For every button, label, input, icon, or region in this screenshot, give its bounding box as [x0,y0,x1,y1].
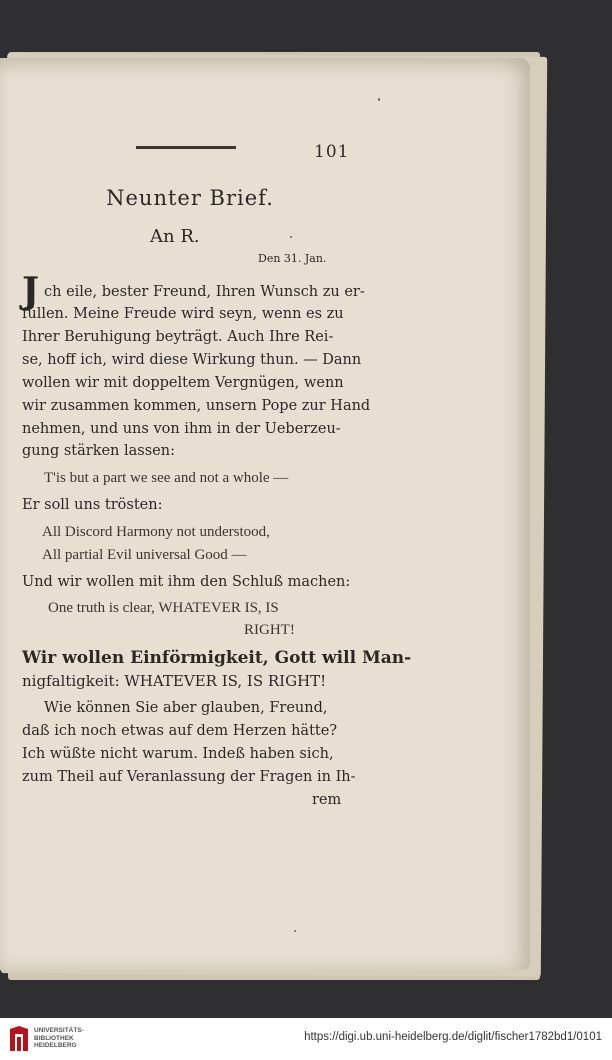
text-line: Wir wollen Einförmigkeit, Gott will Man- [22,648,412,668]
text-line: ch eile, bester Freund, Ihren Wunsch zu er- [44,284,365,300]
logo-line: HEIDELBERG [34,1042,77,1049]
header-rule [136,146,236,149]
letter-addressee: An R. [150,226,200,247]
logo-line: UNIVERSITÄTS- [34,1027,84,1034]
library-logo-text [34,1027,84,1050]
viewer-footer [0,1018,612,1060]
text-line: zum Theil auf Veranlassung der Fragen in Ih- [22,769,356,785]
page-number: 101 [314,142,350,162]
text-line: Er soll uns trösten: [22,497,163,513]
quote-line: All Discord Harmony not understood, [42,524,270,540]
catchword: rem [312,792,342,808]
paper-speck [294,930,296,932]
paper-speck [290,236,292,238]
permalink-url[interactable]: https://digi.ub.uni-heidelberg.de/diglit/fischer1782bd1/0101 [304,1031,602,1043]
text-line: nehmen, und uns von ihm in der Ueberzeu- [22,421,341,437]
text-line: Ihrer Beruhigung beyträgt. Auch Ihre Rei- [22,329,334,345]
text-line: Wie können Sie aber glauben, Freund, [44,700,328,716]
text-line: gung stärken lassen: [22,443,175,459]
text-line: daß ich noch etwas auf dem Herzen hätte? [22,723,338,739]
quote-line: All partial Evil universal Good — [42,547,247,563]
text-line: nigfaltigkeit: WHATEVER IS, IS RIGHT! [22,672,327,690]
letter-title: Neunter Brief. [106,186,274,210]
logo-line: BIBLIOTHEK [34,1034,74,1042]
text-line: se, hoff ich, wird diese Wirkung thun. — Dann [22,352,362,368]
text-line: wollen wir mit doppeltem Vergnügen, wenn [22,375,344,391]
text-line: Und wir wollen mit ihm den Schluß machen: [22,574,351,590]
text-line: Ich wüßte nicht warum. Indeß haben sich, [22,746,334,762]
paper-speck [378,98,380,101]
text-line: wir zusammen kommen, unsern Pope zur Hand [22,398,371,414]
quote-line: RIGHT! [244,622,295,638]
text-line: füllen. Meine Freude wird seyn, wenn es zu [22,306,344,322]
library-logo-icon [8,1025,30,1053]
quote-line: T'is but a part we see and not a whole — [44,470,289,486]
letter-date: Den 31. Jan. [258,252,327,265]
dropcap: J [22,270,40,312]
quote-line: One truth is clear, WHATEVER IS, IS [48,600,279,616]
